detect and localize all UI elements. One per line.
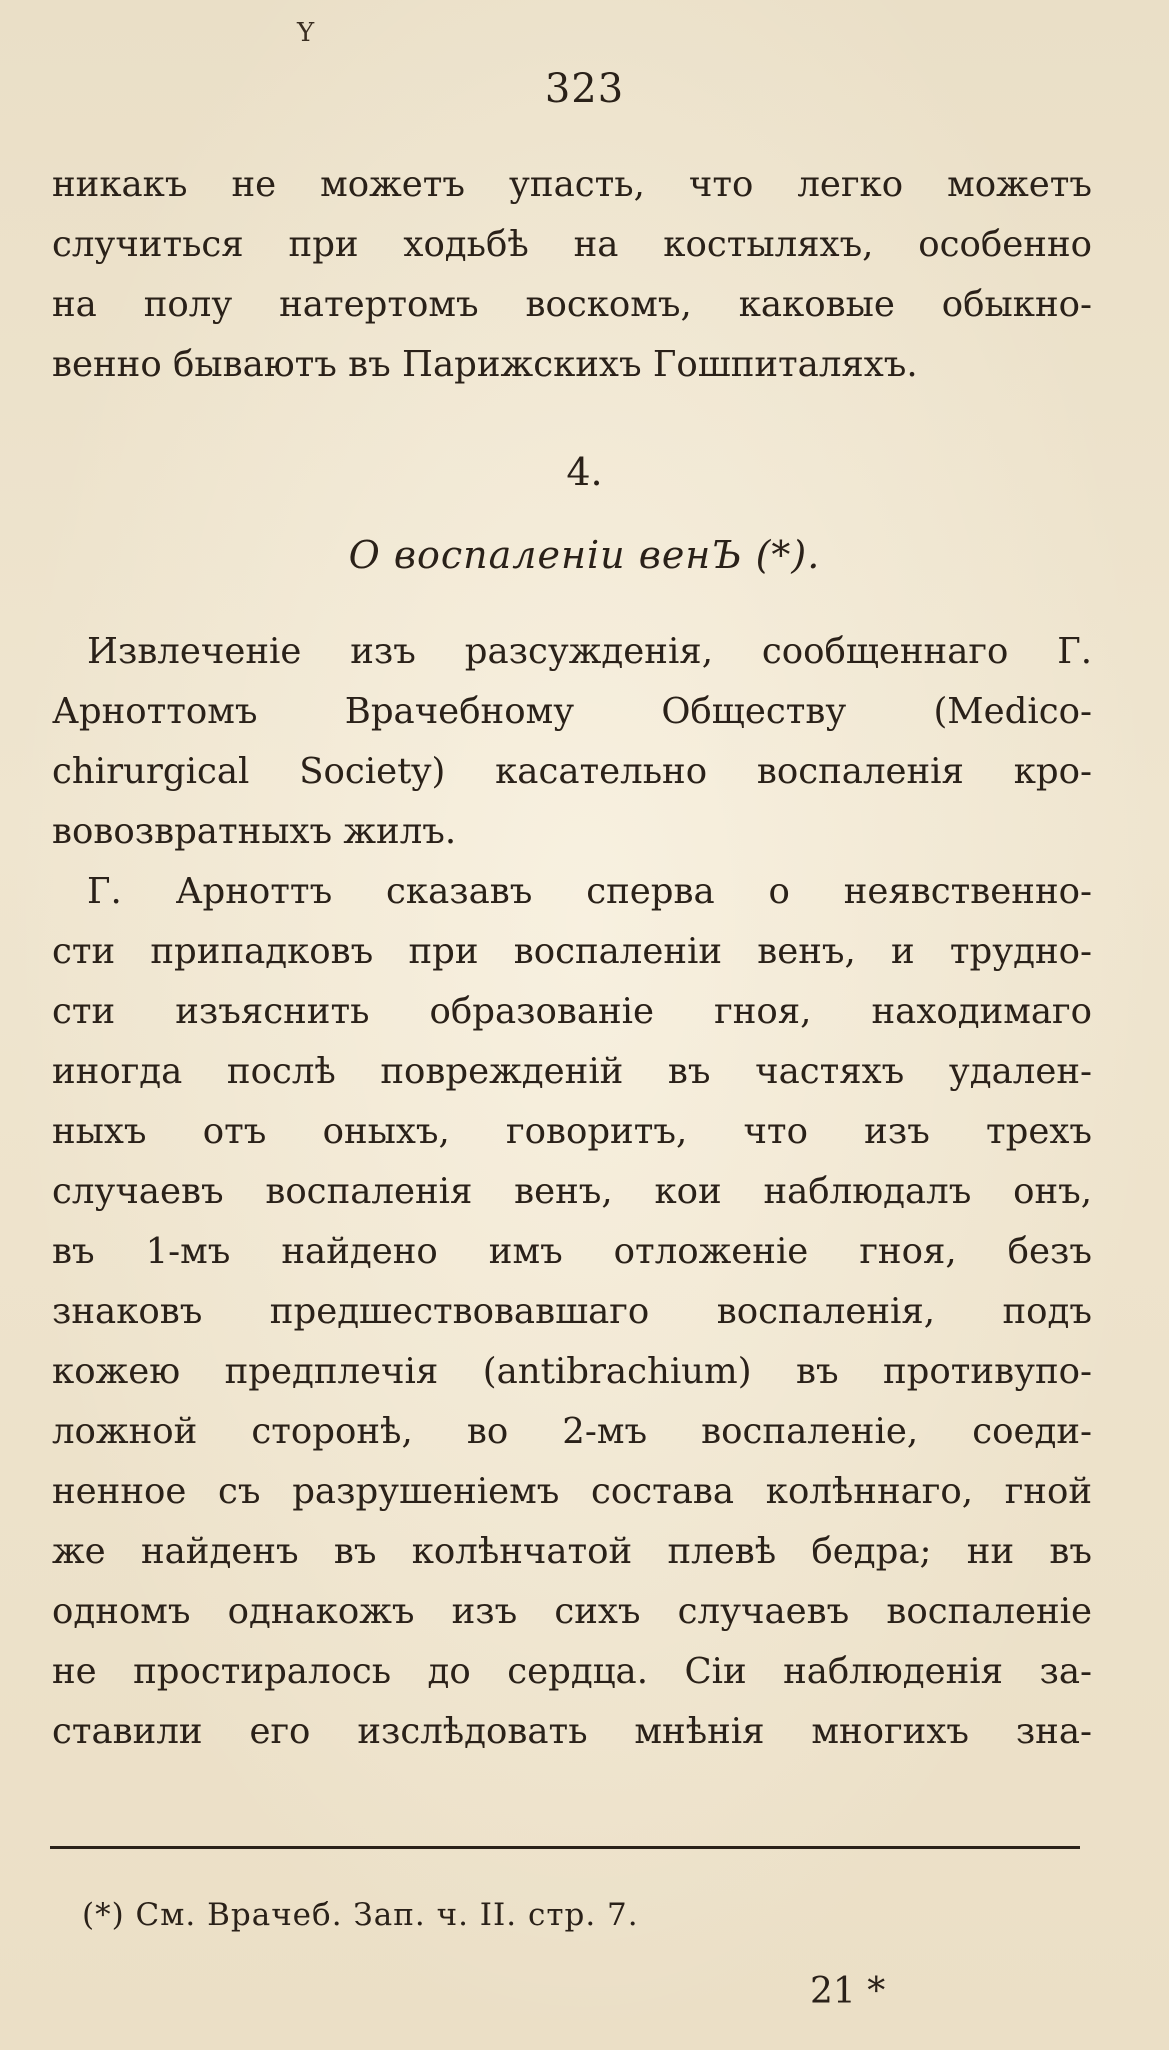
text-line: одномъ однакожъ изъ сихъ случаевъ воспаленіе (52, 1591, 1092, 1632)
text-line: знаковъ предшествовавшаго воспаленія, подъ (52, 1291, 1092, 1332)
text-line: иногда послѣ поврежденій въ частяхъ удален- (52, 1051, 1092, 1092)
text-line: въ 1-мъ найдено имъ отложеніе гноя, безъ (52, 1231, 1092, 1272)
text-line: ставили его изслѣдовать мнѣнія многихъ зна- (52, 1711, 1092, 1752)
text-line: же найденъ въ колѣнчатой плевѣ бедра; ни въ (52, 1531, 1092, 1572)
top-mark: Y (297, 18, 315, 48)
text-line: вовозвратныхъ жилъ. (52, 811, 457, 852)
text-line: сти изъяснить образованіе гноя, находимаго (52, 991, 1092, 1032)
footnote: (*) См. Врачеб. Зап. ч. II. стр. 7. (82, 1897, 639, 1933)
paragraph-continuation (52, 155, 1092, 395)
text-line: Г. Арноттъ сказавъ сперва о неявственно- (87, 871, 1092, 912)
text-line: венно бываютъ въ Парижскихъ Гошпиталяхъ. (52, 344, 918, 385)
abstract-paragraph (52, 622, 1092, 862)
text-line: ложной сторонѣ, во 2-мъ воспаленіе, соеди- (52, 1411, 1092, 1452)
text-line: на полу натертомъ воскомъ, каковые обыкно- (52, 284, 1092, 325)
text-line: сти припадковъ при воспаленіи венъ, и трудно- (52, 931, 1092, 972)
main-paragraph (52, 862, 1092, 1762)
section-number: 4. (566, 450, 603, 494)
footnote-divider (50, 1846, 1080, 1849)
signature-mark: 21 * (810, 1971, 886, 2012)
text-line: кожею предплечія (antibrachium) въ противупо- (52, 1351, 1092, 1392)
text-line: chirurgical Society) касательно воспаленія кро- (52, 751, 1092, 792)
text-line: ненное съ разрушеніемъ состава колѣннаго, гной (52, 1471, 1092, 1512)
text-line: Извлеченіе изъ разсужденія, сообщеннаго Г. (87, 631, 1092, 672)
text-line: случиться при ходьбѣ на костыляхъ, особенно (52, 224, 1092, 265)
text-line: ныхъ отъ оныхъ, говоритъ, что изъ трехъ (52, 1111, 1092, 1152)
text-line: случаевъ воспаленія венъ, кои наблюдалъ онъ, (52, 1171, 1092, 1212)
page-number: 323 (544, 66, 625, 112)
section-title: О воспаленіи венЪ (*). (348, 533, 821, 577)
text-line: Арноттомъ Врачебному Обществу (Medico- (52, 691, 1092, 732)
text-line: не простиралось до сердца. Сіи наблюденія за- (52, 1651, 1092, 1692)
text-line: никакъ не можетъ упасть, что легко можетъ (52, 164, 1092, 205)
